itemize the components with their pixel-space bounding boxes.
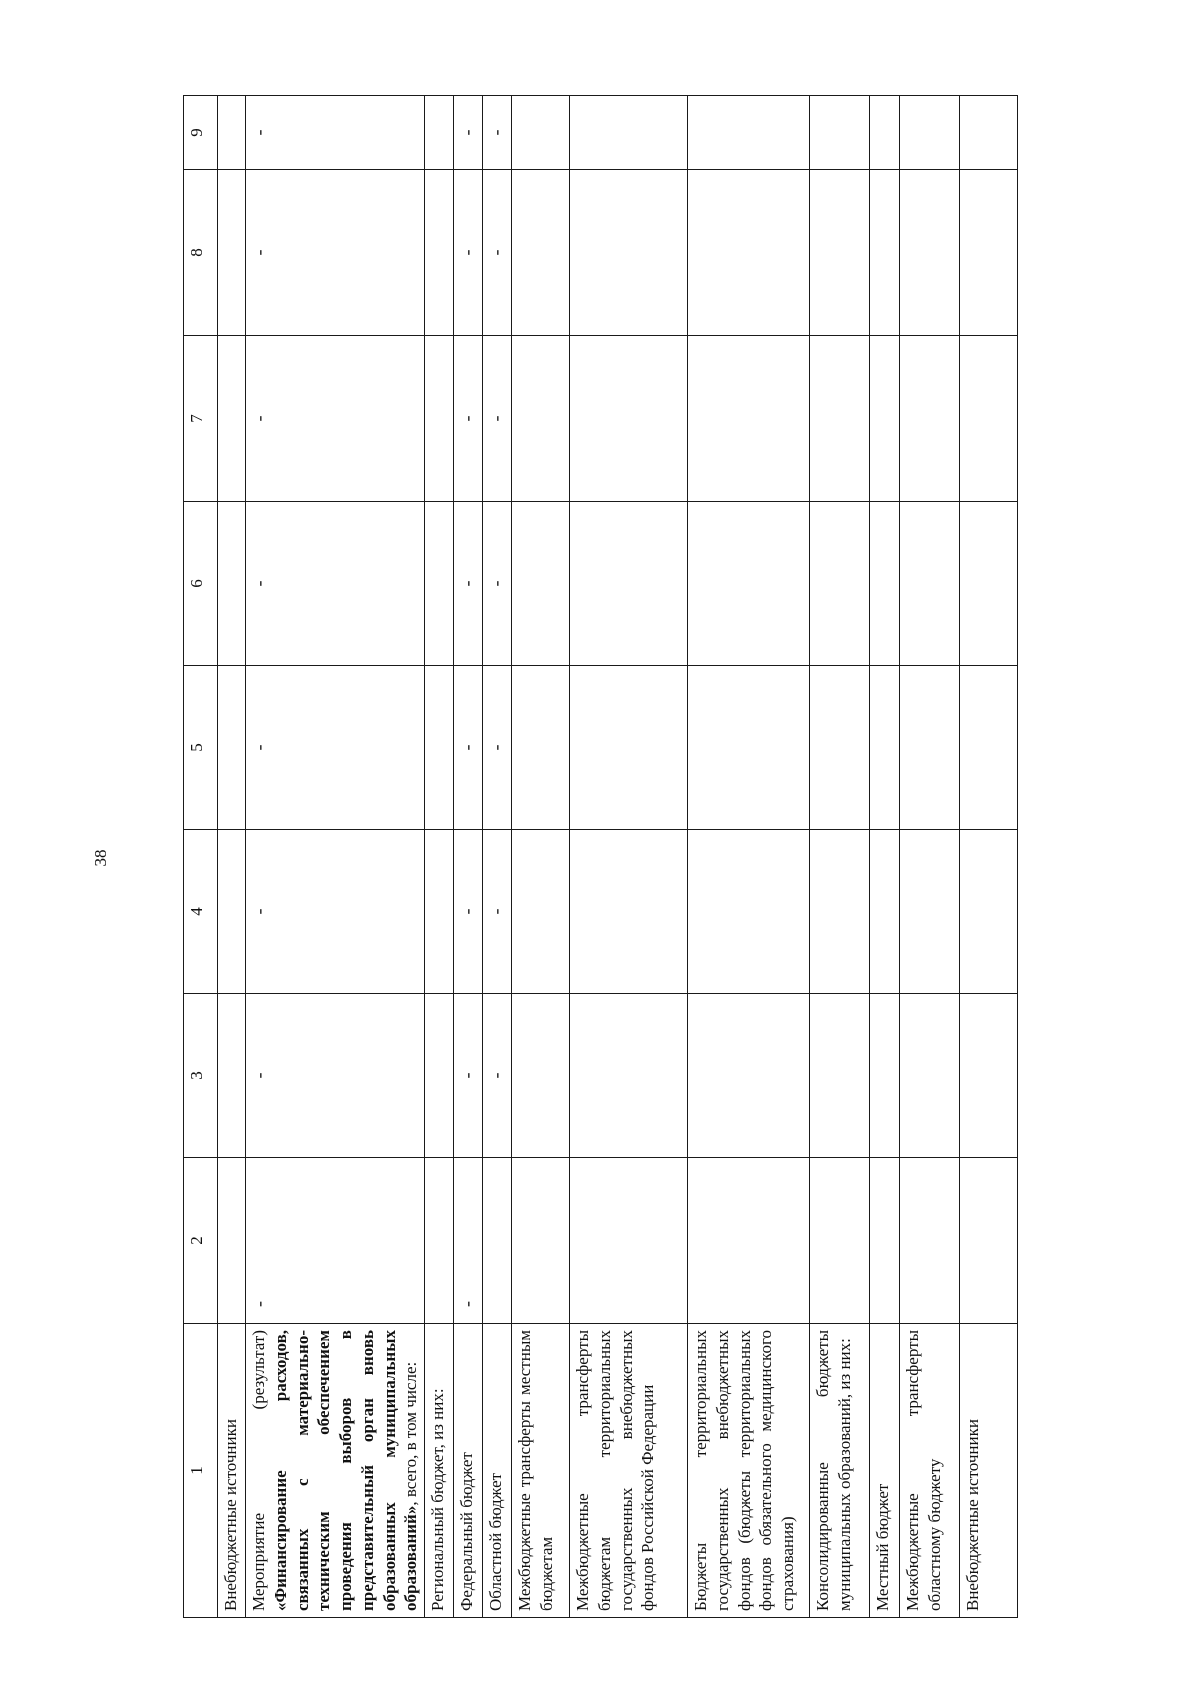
table-cell <box>810 830 870 994</box>
table-row <box>870 96 900 1618</box>
table-row <box>454 96 483 1618</box>
table-cell: - <box>483 994 512 1158</box>
table-cell: - <box>454 830 483 994</box>
table-header-row <box>184 96 218 1618</box>
table-cell <box>425 830 454 994</box>
table-cell <box>570 502 688 666</box>
table-cell <box>810 170 870 336</box>
table-cell <box>870 830 900 994</box>
table-cell <box>570 1158 688 1324</box>
table-row <box>810 96 870 1618</box>
table-cell <box>483 1158 512 1324</box>
table-cell <box>425 1158 454 1324</box>
row-label: Консолидированные бюджеты муниципальных образований, из них: <box>810 1324 870 1618</box>
table-cell <box>218 994 246 1158</box>
table-cell <box>218 1158 246 1324</box>
column-header: 5 <box>184 666 218 830</box>
table-cell <box>960 170 1018 336</box>
table-cell: - <box>246 96 425 170</box>
table-row <box>900 96 960 1618</box>
table-cell: - <box>246 336 425 502</box>
table-cell: - <box>483 170 512 336</box>
table-cell <box>218 336 246 502</box>
row-label: Бюджеты территориальных государственных внебюджетных фондов (бюджеты территориальных фондов обязательного медицинского страхования) <box>688 1324 810 1618</box>
table-cell <box>218 170 246 336</box>
table-cell <box>900 1158 960 1324</box>
table-cell <box>870 666 900 830</box>
label-text: , всего, в том числе: <box>401 1361 421 1506</box>
column-header: 6 <box>184 502 218 666</box>
table-cell <box>960 1158 1018 1324</box>
table-cell: - <box>246 1158 425 1324</box>
table-cell <box>960 96 1018 170</box>
table-cell <box>688 502 810 666</box>
table-cell <box>425 994 454 1158</box>
table-cell: - <box>483 336 512 502</box>
table-cell <box>900 666 960 830</box>
funding-table <box>183 95 1018 1618</box>
column-header: 7 <box>184 336 218 502</box>
table-row <box>218 96 246 1618</box>
table-cell <box>218 502 246 666</box>
table-cell: - <box>454 994 483 1158</box>
table-cell <box>810 96 870 170</box>
column-header: 2 <box>184 1158 218 1324</box>
row-label: Федеральный бюджет <box>454 1324 483 1618</box>
table-cell <box>570 170 688 336</box>
page-number: 38 <box>91 849 110 867</box>
table-cell: - <box>454 1158 483 1324</box>
column-header: 4 <box>184 830 218 994</box>
column-header: 8 <box>184 170 218 336</box>
table-cell <box>425 336 454 502</box>
table-row <box>246 96 425 1618</box>
table-cell <box>810 336 870 502</box>
row-label: Областной бюджет <box>483 1324 512 1618</box>
table-cell <box>688 666 810 830</box>
table-cell <box>960 830 1018 994</box>
table-cell: - <box>483 666 512 830</box>
table-cell <box>425 96 454 170</box>
table-cell <box>810 1158 870 1324</box>
table-cell <box>900 994 960 1158</box>
table-cell <box>960 502 1018 666</box>
table-cell <box>900 96 960 170</box>
table-cell: - <box>246 994 425 1158</box>
table-cell <box>900 170 960 336</box>
table-cell <box>512 666 570 830</box>
table-cell <box>810 502 870 666</box>
table-cell <box>218 666 246 830</box>
table-cell: - <box>454 96 483 170</box>
table-row <box>425 96 454 1618</box>
table-row <box>688 96 810 1618</box>
table-row <box>483 96 512 1618</box>
table-cell: - <box>454 336 483 502</box>
table-cell <box>688 96 810 170</box>
row-label: Местный бюджет <box>870 1324 900 1618</box>
table-cell <box>960 336 1018 502</box>
table-cell: - <box>246 666 425 830</box>
table-row <box>570 96 688 1618</box>
table-cell: - <box>483 502 512 666</box>
rotated-table-sheet <box>183 96 1048 1618</box>
table-cell <box>960 666 1018 830</box>
table-cell <box>512 830 570 994</box>
row-label: Межбюджетные трансферты местным бюджетам <box>512 1324 570 1618</box>
column-header: 9 <box>184 96 218 170</box>
table-cell <box>425 170 454 336</box>
row-label: Региональный бюджет, из них: <box>425 1324 454 1618</box>
table-cell: - <box>246 830 425 994</box>
row-label: Внебюджетные источники <box>218 1324 246 1618</box>
table-cell <box>688 170 810 336</box>
table-cell <box>425 666 454 830</box>
table-cell <box>570 830 688 994</box>
table-cell <box>512 1158 570 1324</box>
table-cell <box>870 502 900 666</box>
table-cell <box>870 994 900 1158</box>
table-cell <box>688 336 810 502</box>
table-cell: - <box>246 170 425 336</box>
table-cell <box>570 336 688 502</box>
table-cell <box>688 994 810 1158</box>
table-cell <box>570 994 688 1158</box>
column-header: 3 <box>184 994 218 1158</box>
label-bold-text: «Финансирование расходов, связанных с материально-техническим обеспечением проведения выборов в представительный орган вновь образованных муниципальных образований» <box>270 1330 421 1611</box>
table-cell: - <box>454 170 483 336</box>
table-cell <box>870 96 900 170</box>
table-row <box>960 96 1018 1618</box>
table-cell: - <box>246 502 425 666</box>
table-cell <box>570 666 688 830</box>
column-header: 1 <box>184 1324 218 1618</box>
table-cell <box>512 502 570 666</box>
table-cell <box>870 170 900 336</box>
table-cell <box>900 830 960 994</box>
row-label: Внебюджетные источники <box>960 1324 1018 1618</box>
table-cell: - <box>483 96 512 170</box>
table-cell <box>870 1158 900 1324</box>
table-cell <box>900 502 960 666</box>
table-cell <box>870 336 900 502</box>
row-label: Межбюджетные трансферты бюджетам территориальных государственных внебюджетных фондов Российской Федерации <box>570 1324 688 1618</box>
table-cell <box>512 994 570 1158</box>
table-cell <box>512 96 570 170</box>
table-cell <box>570 96 688 170</box>
row-label: Межбюджетные трансферты областному бюджету <box>900 1324 960 1618</box>
label-text: Мероприятие (результат) <box>249 1330 268 1611</box>
table-cell <box>960 994 1018 1158</box>
table-cell <box>512 336 570 502</box>
table-cell <box>512 170 570 336</box>
table-cell <box>900 336 960 502</box>
table-cell <box>425 502 454 666</box>
table-cell: - <box>454 502 483 666</box>
table-cell <box>688 1158 810 1324</box>
table-cell: - <box>483 830 512 994</box>
table-row <box>512 96 570 1618</box>
table-cell: - <box>454 666 483 830</box>
table-cell <box>218 830 246 994</box>
table-cell <box>218 96 246 170</box>
row-label-activity <box>246 1324 425 1618</box>
table-cell <box>810 994 870 1158</box>
table-cell <box>810 666 870 830</box>
table-cell <box>688 830 810 994</box>
